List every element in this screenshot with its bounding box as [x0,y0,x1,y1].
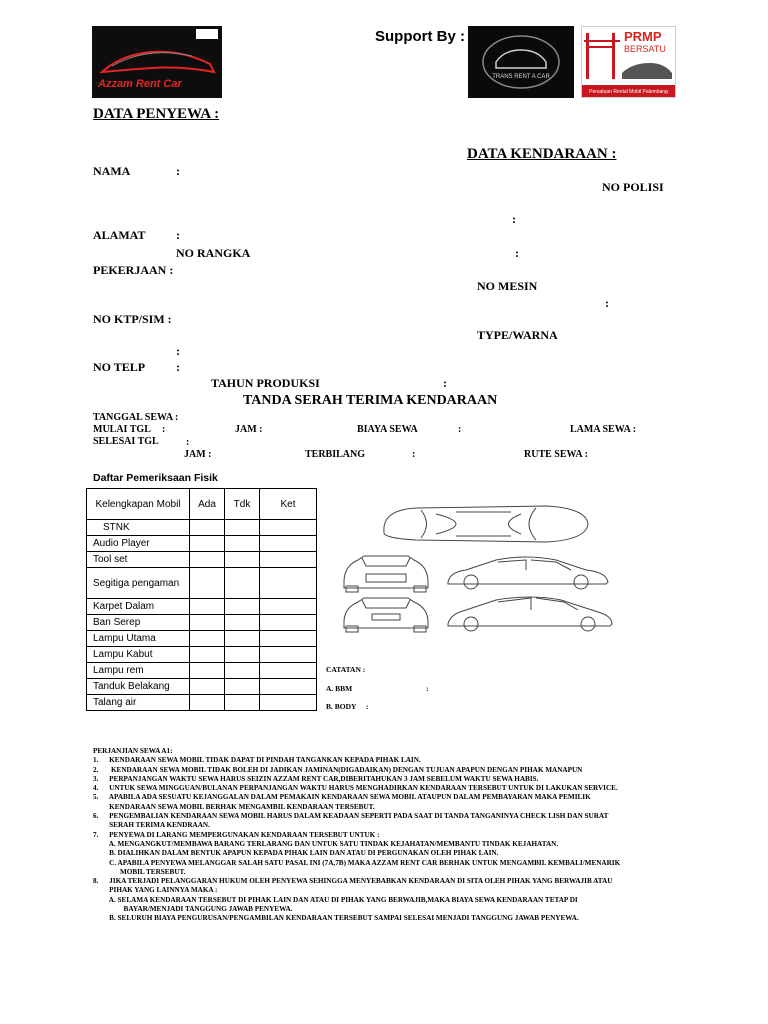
ada-cell[interactable] [190,552,225,568]
table-row [87,520,317,536]
rute-sewa-label: RUTE SEWA : [524,449,588,460]
selesai-tgl-colon: : [186,437,190,448]
item-label: Lampu rem [87,663,190,679]
body-label: B. BODY [326,702,357,711]
tdk-cell[interactable] [225,631,260,647]
rangka-colon: : [515,246,519,260]
prmp-logo [581,26,676,98]
biaya-sewa-label: BIAYA SEWA [357,424,418,435]
ada-cell[interactable] [190,536,225,552]
ket-cell[interactable] [260,552,317,568]
ada-cell[interactable] [190,647,225,663]
item-label: STNK [87,520,190,536]
tdk-cell[interactable] [225,615,260,631]
ada-cell[interactable] [190,679,225,695]
logo-left-text: Azzam Rent Car [98,78,182,90]
body-colon: : [366,702,369,711]
type-label: TYPE/WARNA [477,328,558,342]
agreement-line: SERAH TERIMA KENDRAAN. [93,821,210,830]
agreement-line: 2. KENDARAAN SEWA MOBIL TIDAK BOLEH DI JADIKAN JAMINAN(DIGADAIKAN) DENGAN TUJUAN APAPUN DENGAN PIHAK MANAPUN [93,765,583,774]
telp-colon: : [176,360,180,374]
terbilang-label: TERBILANG [305,449,366,460]
car-top-view-icon [384,506,588,542]
car-rear-view-icon [344,598,428,632]
ada-cell[interactable] [190,568,225,599]
agreement-section [93,747,675,924]
car-front-view-icon [344,556,428,592]
catatan-label: CATATAN : [326,665,366,674]
tanggal-sewa-label: TANGGAL SEWA : [93,412,179,423]
alamat-colon: : [176,228,180,242]
polisi-label: NO POLISI [602,180,664,194]
trans-rent-a-car-logo [468,26,574,98]
header-ket: Ket [260,489,317,520]
agreement-line: A. MENGANGKUT/MEMBAWA BARANG TERLARANG DAN UNTUK SATU TINDAK KEJAHATAN/MEMBANTU TINDAK KEJAHATAN. [93,839,559,848]
alamat-label: ALAMAT [93,228,146,242]
tdk-cell[interactable] [225,663,260,679]
nama-colon: : [176,164,180,178]
jam-label-2: JAM : [184,449,212,460]
agreement-line: 4. UNTUK SEWA MINGGUAN/BULANAN PERPANJANGAN WAKTU HARUS MENGHADIRKAN KENDARAAN TERSEBUT UNTUK DI LAKUKAN SERVICE. [93,784,618,793]
nama-label: NAMA [93,164,131,178]
telp-label: NO TELP [93,360,146,374]
vehicle-section-title: DATA KENDARAAN : [467,146,617,162]
item-label: Segitiga pengaman [87,568,190,599]
ket-cell[interactable] [260,599,317,615]
logo-right-sub: BERSATU [624,44,666,54]
logo-right-footer: Persatuan Rental Mobil Palembang [589,89,668,95]
agreement-line: 8. JIKA TERJADI PELANGGARAN HUKUM OLEH PENYEWA SEHINGGA MENYEBABKAN KENDARAAN DI SITA OLEH PIHAK YANG BERWAJIB ATAU [93,877,613,886]
agreement-line: A. SELAMA KENDARAAN TERSEBUT DI PIHAK LAIN DAN ATAU DI PIHAK YANG BERWAJIB,MAKA BIAYA SEWA KENDARAAN TETAP DI [93,895,578,904]
ket-cell[interactable] [260,520,317,536]
ket-cell[interactable] [260,695,317,711]
support-by-label: Support By : [375,28,465,45]
lama-sewa-label: LAMA SEWA : [570,424,637,435]
ket-cell[interactable] [260,536,317,552]
car-badge-icon [468,26,574,98]
agreement-line: C. APABILA PENYEWA MELANGGAR SALAH SATU PASAL INI (7A,7B) MAKA AZZAM RENT CAR BERHAK UNTUK MENGAMBIL KEMBALI/MENARIK [93,858,621,867]
rangka-label: NO RANGKA [176,246,251,260]
checklist-header-row [87,489,317,520]
checklist-title: Daftar Pemeriksaan Fisik [93,472,218,484]
selesai-tgl-label: SELESAI TGL [93,436,159,447]
agreement-line: PIHAK YANG LAINNYA MAKA : [93,886,218,895]
logo-tag [196,29,218,39]
item-label: Ban Serep [87,615,190,631]
bbm-colon: : [426,684,429,693]
item-label: Lampu Utama [87,631,190,647]
logo-right-title: PRMP [624,29,662,44]
item-label: Tool set [87,552,190,568]
agreement-line: MOBIL TERSEBUT. [93,867,186,876]
agreement-line: 3. PERPANJANGAN WAKTU SEWA HARUS SEIZIN AZZAM RENT CAR,DIBERITAHUKAN 3 JAM SEBELUM WAKTU SEWA HABIS. [93,774,539,783]
table-row [87,615,317,631]
handover-title: TANDA SERAH TERIMA KENDARAAN [243,393,498,408]
tdk-cell[interactable] [225,520,260,536]
agreement-line: 7. PENYEWA DI LARANG MEMPERGUNAKAN KENDARAAN TERSEBUT UNTUK : [93,830,380,839]
pekerjaan-label: PEKERJAAN : [93,263,174,277]
jam-label-1: JAM : [235,424,263,435]
ket-cell[interactable] [260,663,317,679]
terbilang-colon: : [412,449,416,460]
tdk-cell[interactable] [225,568,260,599]
table-row [87,599,317,615]
logo-center-text: TRANS RENT A CAR [492,74,550,80]
ktp-label: NO KTP/SIM : [93,312,172,326]
table-row [87,679,317,695]
checklist-table [86,488,317,711]
table-row [87,647,317,663]
agreement-line: B. DIALIHKAN DALAM BENTUK APAPUN KEPADA PIHAK LAIN DAN ATAU DI PERGUNAKAN OLEH PIHAK LAIN. [93,849,499,858]
table-row [87,536,317,552]
ket-cell[interactable] [260,568,317,599]
agreement-line: 5. APABILA ADA SESUATU KEJANGGALAN DALAM PEMAKAIN KENDARAAN SEWA MOBIL ATAUPUN DALAM PEMBAYARAN MAKA PEMILIK [93,793,591,802]
ket-cell[interactable] [260,631,317,647]
renter-section-title: DATA PENYEWA : [93,106,220,122]
tdk-cell[interactable] [225,647,260,663]
tdk-cell[interactable] [225,679,260,695]
biaya-sewa-colon: : [458,424,462,435]
ada-cell[interactable] [190,631,225,647]
header-ada: Ada [190,489,225,520]
item-label: Tanduk Belakang [87,679,190,695]
ket-cell[interactable] [260,647,317,663]
polisi-colon: : [512,212,516,226]
ada-cell[interactable] [190,599,225,615]
car-side-view-2-icon [448,597,612,631]
agreement-line: B. SELURUH BIAYA PENGURUSAN/PENGAMBILAN KENDARAAN TERSEBUT SAMPAI SELESAI MENJADI TANGGUNG JAWAB PENYEWA. [93,914,579,923]
ket-cell[interactable] [260,679,317,695]
mesin-colon: : [605,296,609,310]
tdk-cell[interactable] [225,552,260,568]
bbm-label: A. BBM [326,684,353,693]
table-row [87,568,317,599]
agreement-title: PERJANJIAN SEWA A1: [93,747,173,755]
table-row [87,695,317,711]
mesin-label: NO MESIN [477,279,538,293]
header-kelengkapan: Kelengkapan Mobil [87,489,190,520]
item-label: Karpet Dalam [87,599,190,615]
ket-cell[interactable] [260,615,317,631]
tahun-label: TAHUN PRODUKSI [211,376,320,390]
mulai-tgl-colon: : [162,424,166,435]
agreement-line: BAYAR/MENJADI TANGGUNG JAWAB PENYEWA. [93,905,293,914]
ada-cell[interactable] [190,695,225,711]
ada-cell[interactable] [190,663,225,679]
ada-cell[interactable] [190,615,225,631]
item-label: Lampu Kabut [87,647,190,663]
table-row [87,552,317,568]
table-row [87,663,317,679]
ada-cell[interactable] [190,520,225,536]
car-side-view-icon [448,557,608,589]
car-inspection-diagram [336,494,666,644]
table-row [87,631,317,647]
azzam-rent-car-logo [92,26,222,98]
tdk-cell[interactable] [225,536,260,552]
item-label: Talang air [87,695,190,711]
header-tdk: Tdk [225,489,260,520]
agreement-line: 1. KENDARAAN SEWA MOBIL TIDAK DAPAT DI PINDAH TANGANKAN KEPADA PIHAK LAIN. [93,756,421,765]
tdk-cell[interactable] [225,695,260,711]
agreement-line: KENDARAAN SEWA MOBIL BERHAK MENGAMBIL KENDARAAN TERSEBUT. [93,802,375,811]
agreement-line: 6. PENGEMBALIAN KENDARAAN SEWA MOBIL HARUS DALAM KEADAAN SEPERTI PADA SAAT DI TANDA TANGANINYA CHECK LISH DAN SURAT [93,812,609,821]
tahun-colon: : [443,376,447,390]
tdk-cell[interactable] [225,599,260,615]
telp-colon-upper: : [176,344,180,358]
mulai-tgl-label: MULAI TGL [93,424,151,435]
item-label: Audio Player [87,536,190,552]
